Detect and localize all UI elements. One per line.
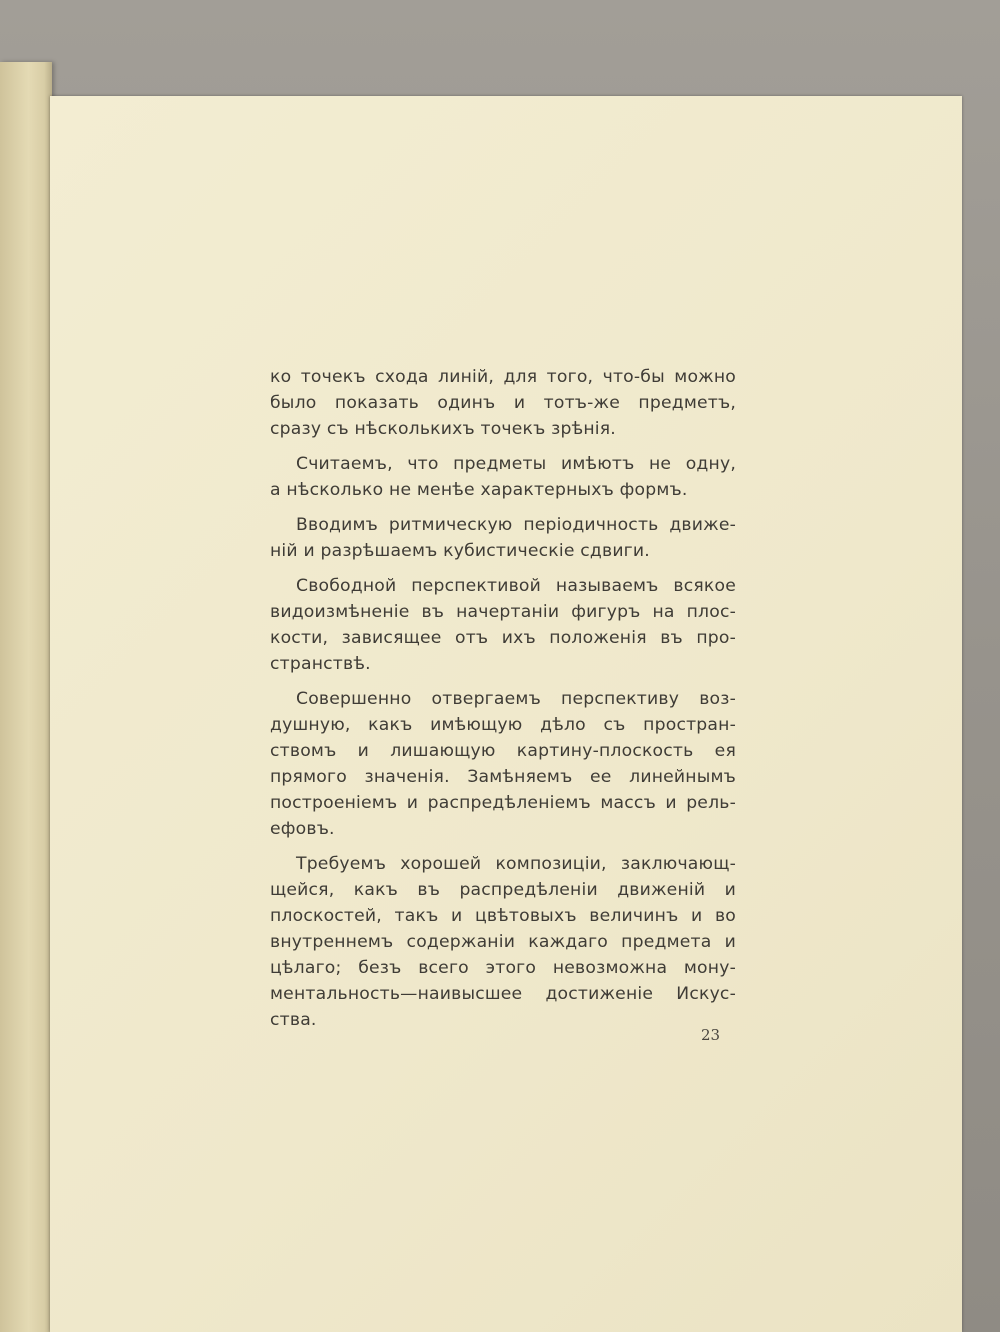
text-line: Требуемъ хорошей композиціи, заключающ- bbox=[296, 854, 736, 874]
text-line: ко точекъ схода линій, для того, что-бы можно bbox=[270, 367, 736, 387]
text-line: а нѣсколько не менѣе характерныхъ формъ. bbox=[270, 480, 688, 500]
text-line: кости, зависящее отъ ихъ положенія въ про- bbox=[270, 628, 736, 648]
paragraph-3 bbox=[270, 512, 736, 564]
text-line: Считаемъ, что предметы имѣютъ не одну, bbox=[296, 454, 736, 474]
text-line: душную, какъ имѣющую дѣло съ простран- bbox=[270, 715, 736, 735]
paragraph-6 bbox=[270, 851, 736, 1033]
text-line: построеніемъ и распредѣленіемъ массъ и рель- bbox=[270, 793, 736, 813]
text-line: видоизмѣненіе въ начертаніи фигуръ на плос- bbox=[270, 602, 736, 622]
text-line: цѣлаго; безъ всего этого невозможна мону- bbox=[270, 958, 736, 978]
page-number: 23 bbox=[701, 1026, 721, 1044]
paragraph-4 bbox=[270, 573, 736, 677]
text-line: Вводимъ ритмическую періодичность движе- bbox=[296, 515, 736, 535]
page-text bbox=[270, 364, 736, 1042]
text-line: сразу съ нѣсколькихъ точекъ зрѣнія. bbox=[270, 419, 616, 439]
text-line: ментальность—наивысшее достиженіе Искус- bbox=[270, 984, 736, 1004]
paragraph-2 bbox=[270, 451, 736, 503]
text-line: ній и разрѣшаемъ кубистическіе сдвиги. bbox=[270, 541, 650, 561]
text-line: было показать одинъ и тотъ-же предметъ, bbox=[270, 393, 736, 413]
text-line: прямого значенія. Замѣняемъ ее линейнымъ bbox=[270, 767, 736, 787]
paragraph-5 bbox=[270, 686, 736, 842]
text-line: щейся, какъ въ распредѣленіи движеній и bbox=[270, 880, 736, 900]
text-line: плоскостей, такъ и цвѣтовыхъ величинъ и во bbox=[270, 906, 736, 926]
text-line: Свободной перспективой называемъ всякое bbox=[296, 576, 736, 596]
paragraph-1 bbox=[270, 364, 736, 442]
text-line: Совершенно отвергаемъ перспективу воз- bbox=[296, 689, 736, 709]
text-line: странствѣ. bbox=[270, 654, 371, 674]
text-line: внутреннемъ содержаніи каждаго предмета и bbox=[270, 932, 736, 952]
text-line: ефовъ. bbox=[270, 819, 335, 839]
text-line: ствомъ и лишающую картину-плоскость ея bbox=[270, 741, 736, 761]
text-line: ства. bbox=[270, 1010, 317, 1030]
previous-page-edge bbox=[0, 62, 52, 1332]
